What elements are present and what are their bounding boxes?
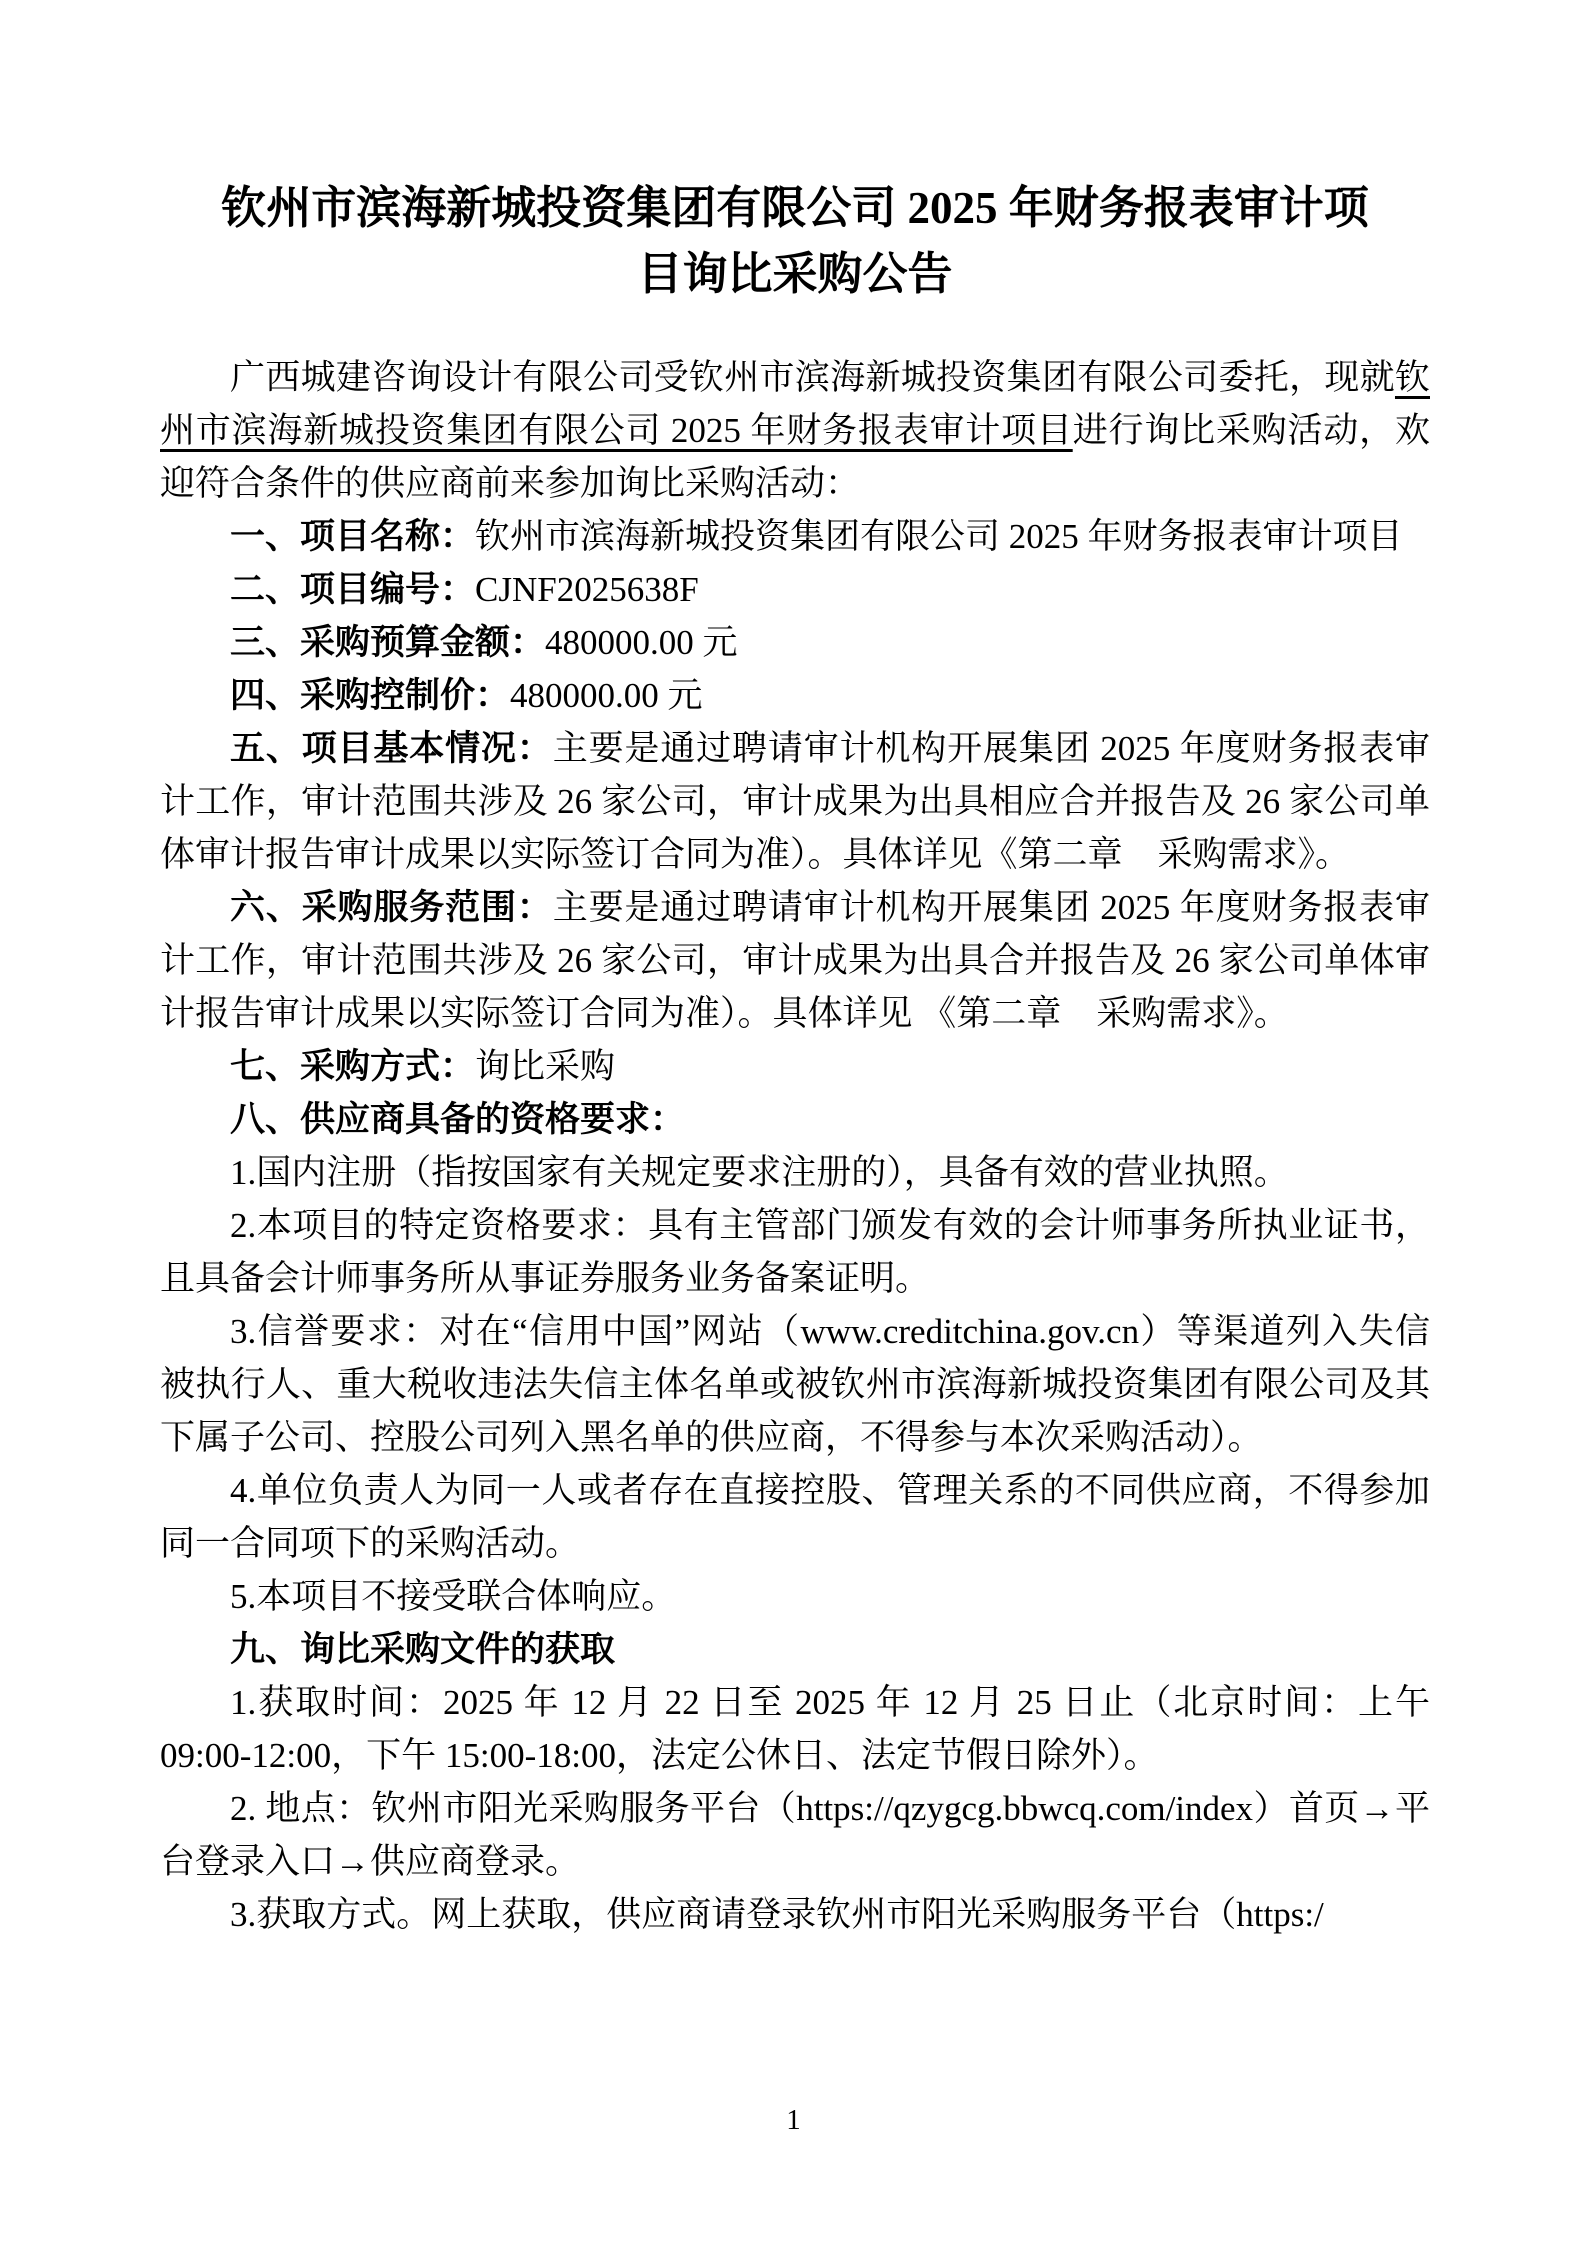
item-text: 480000.00 元: [545, 623, 738, 662]
item-project-name: [160, 510, 1430, 563]
item-service-scope: [160, 881, 1430, 1040]
item-project-number: [160, 563, 1430, 616]
item-label: 七、采购方式：: [230, 1047, 476, 1086]
item-project-overview: [160, 722, 1430, 881]
intro-text-pre: 广西城建咨询设计有限公司受钦州市滨海新城投资集团有限公司委托，现就: [230, 358, 1395, 397]
item-budget-amount: [160, 616, 1430, 669]
qualification-item-3: 3.信誉要求：对在“信用中国”网站（www.creditchina.gov.cn）等渠道列入失信被执行人、重大税收违法失信主体名单或被钦州市滨海新城投资集团有限公司及其下属子公司、控股公司列入黑名单的供应商，不得参与本次采购活动）。: [160, 1312, 1430, 1457]
qualification-item-1: 1.国内注册（指按国家有关规定要求注册的），具备有效的营业执照。: [230, 1153, 1289, 1192]
item-label: 六、采购服务范围：: [230, 888, 553, 927]
qualification-item-5: 5.本项目不接受联合体响应。: [230, 1577, 677, 1616]
item-text: 主要是通过聘请审计机构开展集团 2025 年度财务报表审计工作，审计范围共涉及 26 家公司，审计成果为出具相应合并报告及 26 家公司单体审计报告审计成果以实际签订合同为准）。具体详见《第二章 采购需求》。: [160, 729, 1430, 874]
item-label: 一、项目名称：: [230, 517, 476, 556]
intro-paragraph: [160, 351, 1430, 510]
item-text: 钦州市滨海新城投资集团有限公司 2025 年财务报表审计项目: [475, 517, 1403, 556]
acquisition-item-3: 3.获取方式。网上获取，供应商请登录钦州市阳光采购服务平台（https:/: [230, 1895, 1324, 1934]
item-control-price: [160, 669, 1430, 722]
underlined-project-name: 钦州市滨海新城投资集团有限公司 2025 年财务报表审计项目: [160, 358, 1430, 450]
item-label: 三、采购预算金额：: [230, 623, 546, 662]
intro-text-post: 进行询比采购活动，欢迎符合条件的供应商前来参加询比采购活动：: [160, 411, 1430, 503]
page-title: 钦州市滨海新城投资集团有限公司 2025 年财务报表审计项目询比采购公告: [221, 183, 1369, 299]
acquisition-item-1: 1.获取时间：2025 年 12 月 22 日至 2025 年 12 月 25 日止（北京时间：上午 09:00-12:00，下午 15:00-18:00，法定公休日、法定节假日除外）。: [160, 1683, 1430, 1775]
qualification-item-2: 2.本项目的特定资格要求：具有主管部门颁发有效的会计师事务所执业证书，且具备会计师事务所从事证券服务业务备案证明。: [160, 1206, 1430, 1298]
item-label: 九、询比采购文件的获取: [230, 1630, 616, 1669]
item-label: 八、供应商具备的资格要求：: [230, 1100, 686, 1139]
page-number: 1: [786, 2104, 801, 2136]
item-label: 五、项目基本情况：: [230, 729, 553, 768]
acquisition-item-2: 2. 地点：钦州市阳光采购服务平台（https://qzygcg.bbwcq.com/index）首页→平台登录入口→供应商登录。: [160, 1789, 1430, 1881]
item-label: 二、项目编号：: [230, 570, 476, 609]
item-procurement-method: [160, 1040, 1430, 1093]
item-document-acquisition-heading: [160, 1623, 1430, 1676]
item-text: 主要是通过聘请审计机构开展集团 2025 年度财务报表审计工作，审计范围共涉及 26 家公司，审计成果为出具合并报告及 26 家公司单体审计报告审计成果以实际签订合同为准）。具体详见 《第二章 采购需求》。: [160, 888, 1430, 1033]
item-supplier-qualifications-heading: [160, 1093, 1430, 1146]
item-text: 询比采购: [475, 1047, 616, 1086]
item-text: CJNF2025638F: [475, 570, 699, 609]
item-text: 480000.00 元: [510, 676, 703, 715]
item-label: 四、采购控制价：: [230, 676, 511, 715]
qualification-item-4: 4.单位负责人为同一人或者存在直接控股、管理关系的不同供应商，不得参加同一合同项下的采购活动。: [160, 1471, 1430, 1563]
